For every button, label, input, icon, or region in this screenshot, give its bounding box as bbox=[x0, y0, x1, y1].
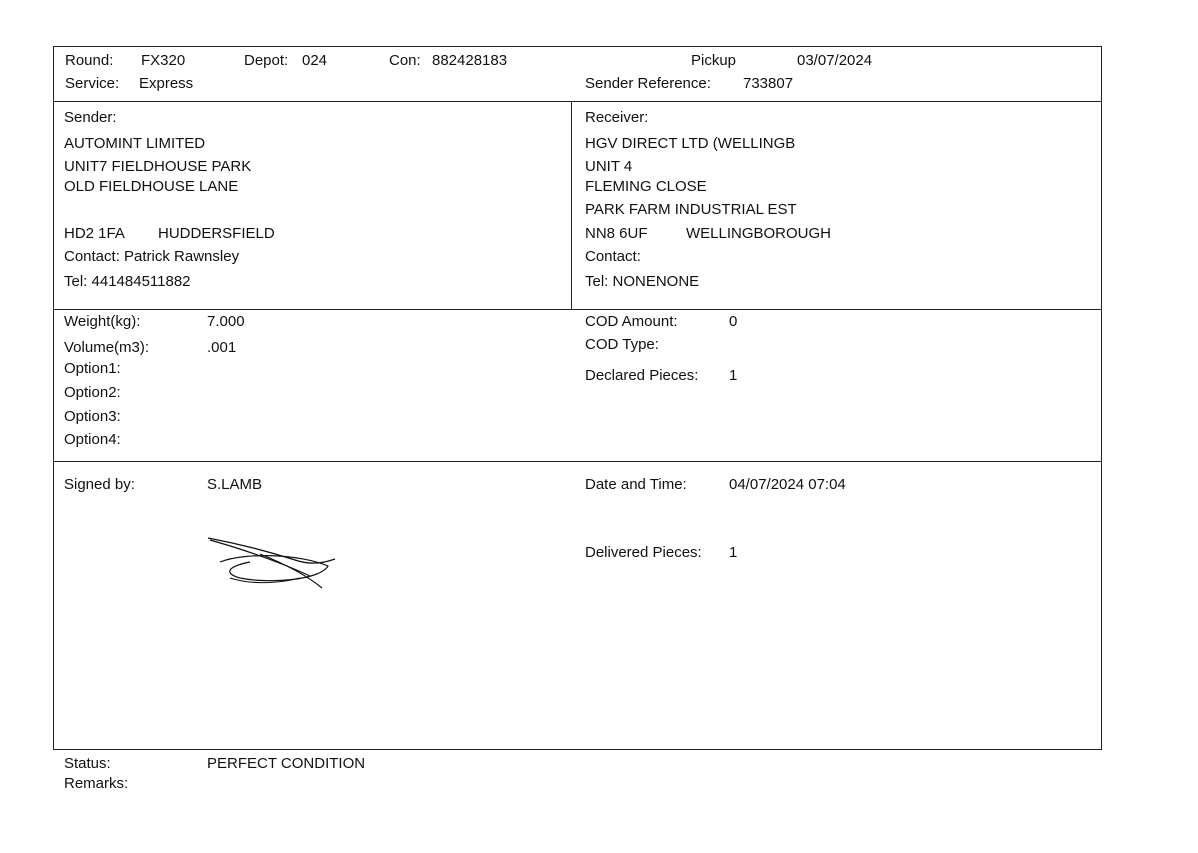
sender-postcode: HD2 1FA bbox=[64, 225, 125, 242]
service-value: Express bbox=[139, 75, 194, 92]
depot-label: Depot: bbox=[244, 52, 289, 69]
round-value: FX320 bbox=[141, 52, 186, 69]
receiver-contact: Contact: bbox=[585, 248, 641, 265]
delivered-pieces-value: 1 bbox=[729, 544, 738, 561]
receiver-town: WELLINGBOROUGH bbox=[686, 225, 832, 242]
service-label: Service: bbox=[65, 75, 120, 92]
signed-by-value: S.LAMB bbox=[207, 476, 263, 493]
delivered-pieces-label: Delivered Pieces: bbox=[585, 544, 702, 561]
option2-label: Option2: bbox=[64, 384, 121, 401]
volume-label: Volume(m3): bbox=[64, 339, 150, 356]
date-time-value: 04/07/2024 07:04 bbox=[729, 476, 846, 493]
receiver-address-line: UNIT 4 bbox=[585, 158, 633, 175]
option3-label: Option3: bbox=[64, 408, 121, 425]
cod-amount-value: 0 bbox=[729, 313, 738, 330]
receiver-heading: Receiver: bbox=[585, 109, 649, 126]
round-label: Round: bbox=[65, 52, 114, 69]
receiver-address-line: FLEMING CLOSE bbox=[585, 178, 707, 195]
status-label: Status: bbox=[64, 755, 111, 772]
remarks-label: Remarks: bbox=[64, 775, 129, 792]
signed-by-label: Signed by: bbox=[64, 476, 135, 493]
sender-reference-label: Sender Reference: bbox=[585, 75, 711, 92]
signature-image bbox=[200, 532, 345, 594]
receiver-address-line: PARK FARM INDUSTRIAL EST bbox=[585, 201, 797, 218]
divider bbox=[571, 101, 572, 309]
option1-label: Option1: bbox=[64, 360, 121, 377]
weight-value: 7.000 bbox=[207, 313, 245, 330]
receiver-address-line: HGV DIRECT LTD (WELLINGB bbox=[585, 135, 796, 152]
delivery-note bbox=[53, 46, 1102, 750]
sender-address-line: AUTOMINT LIMITED bbox=[64, 135, 206, 152]
receiver-postcode: NN8 6UF bbox=[585, 225, 648, 242]
sender-tel: Tel: 441484511882 bbox=[64, 273, 191, 290]
sender-contact: Contact: Patrick Rawnsley bbox=[64, 248, 240, 265]
declared-pieces-label: Declared Pieces: bbox=[585, 367, 699, 384]
cod-type-label: COD Type: bbox=[585, 336, 659, 353]
weight-label: Weight(kg): bbox=[64, 313, 141, 330]
sender-address-line: OLD FIELDHOUSE LANE bbox=[64, 178, 239, 195]
pickup-label: Pickup bbox=[691, 52, 737, 69]
option4-label: Option4: bbox=[64, 431, 121, 448]
sender-town: HUDDERSFIELD bbox=[158, 225, 275, 242]
volume-value: .001 bbox=[207, 339, 237, 356]
sender-heading: Sender: bbox=[64, 109, 117, 126]
status-value: PERFECT CONDITION bbox=[207, 755, 366, 772]
receiver-tel: Tel: NONENONE bbox=[585, 273, 700, 290]
con-value: 882428183 bbox=[432, 52, 508, 69]
sender-address-line: UNIT7 FIELDHOUSE PARK bbox=[64, 158, 252, 175]
depot-value: 024 bbox=[302, 52, 328, 69]
cod-amount-label: COD Amount: bbox=[585, 313, 678, 330]
con-label: Con: bbox=[389, 52, 421, 69]
divider bbox=[54, 101, 1101, 102]
divider bbox=[54, 461, 1101, 462]
sender-reference-value: 733807 bbox=[743, 75, 794, 92]
divider bbox=[54, 309, 1101, 310]
date-time-label: Date and Time: bbox=[585, 476, 687, 493]
pickup-date: 03/07/2024 bbox=[797, 52, 873, 69]
declared-pieces-value: 1 bbox=[729, 367, 738, 384]
